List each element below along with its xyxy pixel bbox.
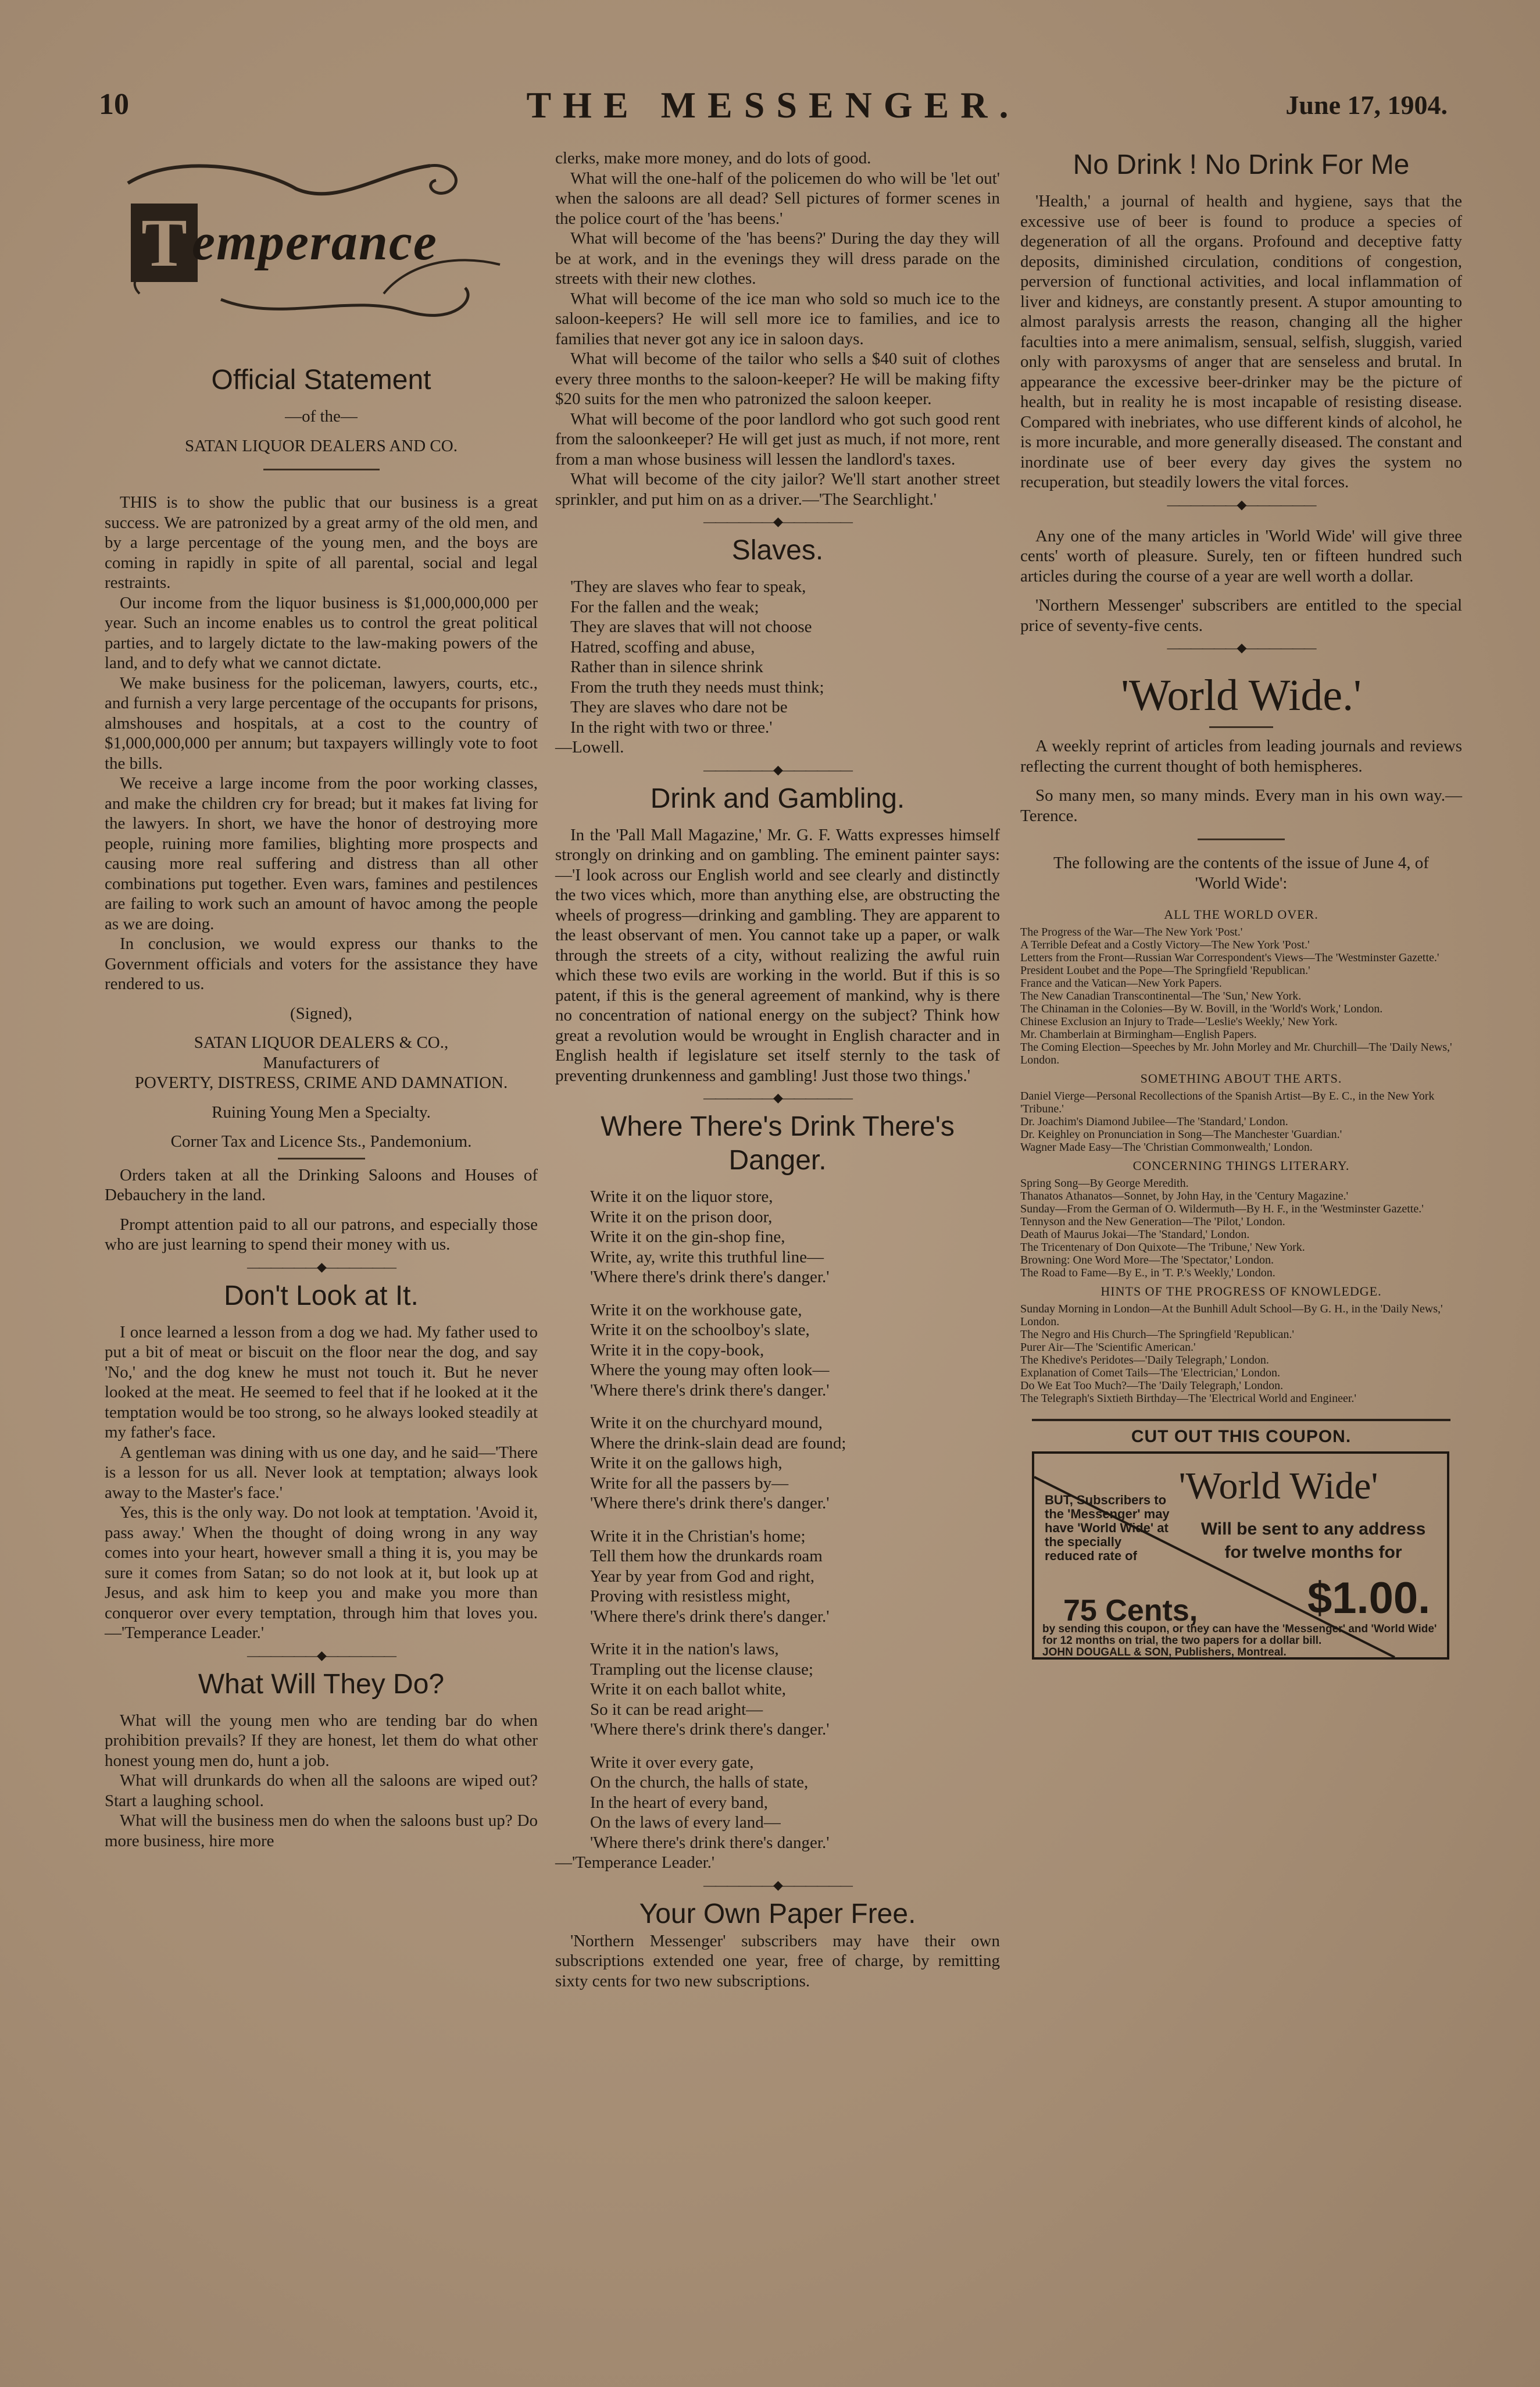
- signature-line: Manufacturers of: [263, 1053, 380, 1072]
- divider: [1198, 839, 1285, 840]
- article-paragraph: What will the one-half of the policemen do who will be 'let out' when the saloons are all dead? Sell pictures of former scenes in the police court of the 'has beens.': [555, 169, 1000, 228]
- article-paragraph: So many men, so many minds. Every man in his own way.—Terence.: [1020, 786, 1462, 825]
- article-paragraph: 'Northern Messenger' subscribers may have their own subscriptions extended one year, free of charge, by remitting sixty cents for two new subscriptions.: [555, 1931, 1000, 1990]
- poem-line: Write it on each ballot white,: [590, 1680, 787, 1699]
- contents-item: Browning: One Word More—The 'Spectator,' London.: [1020, 1254, 1274, 1266]
- contents-section-heading: HINTS OF THE PROGRESS OF KNOWLEDGE.: [1100, 1284, 1382, 1298]
- poem-line: For the fallen and the weak;: [570, 597, 759, 616]
- where-poem: [555, 1187, 1000, 1873]
- article-paragraph: What will the business men do when the saloons bust up? Do more business, hire more: [105, 1811, 538, 1850]
- heading-your-own-paper: Your Own Paper Free.: [639, 1898, 916, 1929]
- heading-drink-gambling: Drink and Gambling.: [650, 783, 905, 814]
- heading-slaves: Slaves.: [731, 535, 824, 566]
- divider: [1209, 726, 1273, 728]
- poem-line: Rather than in silence shrink: [570, 658, 763, 676]
- poem-line: Write for all the passers by—: [590, 1473, 789, 1493]
- poem-line: Trampling out the license clause;: [590, 1660, 813, 1679]
- contents-item: The Coming Election—Speeches by Mr. John Morley and Mr. Churchill—The 'Daily News,' London.: [1020, 1041, 1452, 1066]
- heading-world-wide: 'World Wide.': [1121, 671, 1362, 720]
- slaves-poem: [555, 577, 1000, 758]
- poem-line: 'Where there's drink there's danger.': [590, 1380, 830, 1400]
- contents-item: Explanation of Comet Tails—The 'Electrician,' London.: [1020, 1366, 1280, 1379]
- contents-item: The New Canadian Transcontinental—The 'Sun,' New York.: [1020, 990, 1302, 1002]
- article-paragraph: A weekly reprint of articles from leading journals and reviews reflecting the current thought of both hemispheres.: [1020, 737, 1462, 776]
- article-paragraph: We make business for the policeman, lawyers, courts, etc., and furnish a very large percentage of the occupants for prisons, almshouses and hospitals, at a cost to the country of $1,000,000,000 per annum; but taxpayers willingly vote to foot the bills.: [105, 673, 538, 773]
- contents-item: The Chinaman in the Colonies—By W. Bovill, in the 'World's Work,' London.: [1020, 1002, 1383, 1015]
- article-paragraph: What will drunkards do when all the saloons are wiped out? Start a laughing school.: [105, 1771, 538, 1810]
- poem-line: They are slaves who dare not be: [570, 698, 788, 716]
- satan-company-line: SATAN LIQUOR DEALERS AND CO.: [185, 436, 458, 455]
- poem-line: 'They are slaves who fear to speak,: [570, 577, 806, 596]
- article-paragraph: We receive a large income from the poor working classes, and make the children cry for bread; but it makes fat living for the lawyers. In short, we have the honor of destroying more people, ruining more families, blighting more prospects and causing more real suffering and distress than all other combinations put together. Even wars, famines and pestilences are failing to work such an amount of havoc among the people as we are doing.: [105, 774, 538, 933]
- divider: [278, 1158, 365, 1159]
- contents-list: [1020, 907, 1462, 1405]
- article-paragraph: Yes, this is the only way. Do not look at temptation. 'Avoid it, pass away.' When the thought of doing wrong in any way comes into your heart, however small a thing it is, you may be sure it comes from Satan; so do not look at it, but look up at Jesus, and ask him to keep you and make you more than conqueror over every temptation, through him that loves you.—'Temperance Leader.': [105, 1503, 538, 1642]
- contents-item: The Negro and His Church—The Springfield 'Republican.': [1020, 1328, 1294, 1341]
- poem-line: Where the drink-slain dead are found;: [590, 1433, 846, 1453]
- poem-line: 'Where there's drink there's danger.': [590, 1607, 830, 1626]
- poem-attribution: —Lowell.: [555, 738, 624, 757]
- poem-line: Hatred, scoffing and abuse,: [570, 637, 755, 656]
- divider: ——————◆——————: [703, 1090, 852, 1105]
- contents-item: A Terrible Defeat and a Costly Victory—The New York 'Post.': [1020, 939, 1310, 951]
- divider: ——————◆——————: [703, 514, 852, 529]
- contents-item: Spring Song—By George Meredith.: [1020, 1177, 1189, 1190]
- page-number: 10: [99, 88, 129, 121]
- contents-item: Dr. Keighley on Pronunciation in Song—The Manchester 'Guardian.': [1020, 1128, 1342, 1141]
- contents-item: France and the Vatican—New York Papers.: [1020, 977, 1222, 990]
- poem-line: Year by year from God and right,: [590, 1567, 815, 1586]
- article-paragraph: Our income from the liquor business is $1,000,000,000 per year. Such an income enables us to control the great political parties, and to largely dictate to the law-making powers of the land, and to defy what we cannot dictate.: [105, 593, 538, 672]
- article-paragraph: In conclusion, we would express our thanks to the Government officials and voters for the assistance they have rendered to us.: [105, 934, 538, 993]
- contents-section-heading: SOMETHING ABOUT THE ARTS.: [1140, 1071, 1342, 1086]
- divider: ——————◆——————: [703, 1877, 852, 1892]
- poem-line: Write it on the workhouse gate,: [590, 1300, 802, 1319]
- contents-item: Sunday—From the German of O. Wildermuth—By H. F., in the 'Westminster Gazette.': [1020, 1203, 1424, 1215]
- contents-item: The Progress of the War—The New York 'Post.': [1020, 926, 1243, 939]
- divider: ——————◆——————: [703, 762, 852, 777]
- logo-word: emperance: [192, 213, 438, 271]
- poem-line: On the church, the halls of state,: [590, 1773, 809, 1792]
- coupon-title: CUT OUT THIS COUPON.: [1131, 1427, 1352, 1446]
- divider: ——————◆——————: [1167, 640, 1316, 655]
- poem-line: Write it in the copy-book,: [590, 1340, 764, 1360]
- poem-line: Write it in the Christian's home;: [590, 1526, 806, 1546]
- page-header: [99, 84, 1448, 134]
- coupon-send-text: by sending this coupon, or they can have the 'Messenger' and 'World Wide' for 12 months on trial, the two papers for a dollar bill.: [1042, 1623, 1437, 1647]
- signature-line: Ruining Young Men a Specialty.: [212, 1102, 431, 1122]
- article-paragraph: What will become of the city jailor? We'll start another street sprinkler, and put him on as a driver.—'The Searchlight.': [555, 470, 1000, 509]
- contents-item: The Road to Fame—By E., in 'T. P.'s Weekly,' London.: [1020, 1266, 1275, 1279]
- column-3: [1020, 148, 1462, 1660]
- poem-line: Write it on the gin-shop fine,: [590, 1228, 785, 1246]
- coupon-subscribers-text: BUT, Subscribers to the 'Messenger' may have 'World Wide' at the specially reduced rate of: [1045, 1493, 1170, 1563]
- poem-line: Where the young may often look—: [590, 1361, 830, 1379]
- poem-line: They are slaves that will not choose: [570, 618, 812, 636]
- poem-line: In the heart of every band,: [590, 1793, 768, 1812]
- poem-line: Proving with resistless might,: [590, 1587, 791, 1605]
- article-paragraph: What will become of the ice man who sold so much ice to the saloon-keepers? He will sell more ice to families, and ice to families that never got any ice in saloon days.: [555, 289, 1000, 348]
- poem-line: Write, ay, write this truthful line—: [590, 1247, 824, 1266]
- contents-intro: The following are the contents of the issue of June 4, of 'World Wide':: [1053, 854, 1429, 893]
- contents-item: Dr. Joachim's Diamond Jubilee—The 'Standard,' London.: [1020, 1115, 1288, 1128]
- poem-line: 'Where there's drink there's danger.': [590, 1268, 830, 1286]
- poem-line: 'Where there's drink there's danger.': [590, 1494, 830, 1512]
- article-paragraph: A gentleman was dining with us one day, and he said—'There is a lesson for us all. Never look at temptation; always look away to the Master's face.': [105, 1443, 538, 1502]
- contents-item: Wagner Made Easy—The 'Christian Commonwealth,' London.: [1020, 1141, 1313, 1154]
- heading-official-statement: Official Statement: [211, 365, 431, 395]
- signed-line: (Signed),: [290, 1004, 353, 1023]
- signature-line: POVERTY, DISTRESS, CRIME AND DAMNATION.: [134, 1073, 508, 1092]
- poem-line: From the truth they needs must think;: [570, 677, 824, 697]
- article-paragraph: I once learned a lesson from a dog we had. My father used to put a bit of meat or biscuit on the floor near the dog, and say 'No,' and the dog knew he must not touch it. But he never looked at the meat. He seemed to feel that if he looked at it the temptation would be too strong, so he always looked steadily at my father's face.: [105, 1322, 538, 1442]
- poem-line: Write it on the churchyard mound,: [590, 1414, 823, 1432]
- poem-line: On the laws of every land—: [590, 1813, 781, 1832]
- poem-line: Write it on the prison door,: [590, 1207, 773, 1226]
- contents-item: Tennyson and the New Generation—The 'Pilot,' London.: [1020, 1215, 1285, 1228]
- poem-attribution: —'Temperance Leader.': [555, 1853, 715, 1872]
- poem-line: Write it in the nation's laws,: [590, 1640, 779, 1658]
- coupon-instructions: [1042, 1624, 1443, 1658]
- contents-item: Sunday Morning in London—At the Bunhill Adult School—By G. H., in the 'Daily News,' London.: [1020, 1303, 1443, 1328]
- signature-line: Corner Tax and Licence Sts., Pandemonium.: [170, 1132, 472, 1151]
- contents-section-heading: ALL THE WORLD OVER.: [1164, 907, 1319, 922]
- poem-line: Write it on the gallows high,: [590, 1454, 782, 1472]
- issue-date: June 17, 1904.: [1285, 90, 1448, 120]
- article-paragraph: THIS is to show the public that our business is a great success. We are patronized by a great army of the old men, and by a large percentage of the young men, and the boys are coming in rapidly in spite of all parental, social and legal restraints.: [105, 493, 538, 592]
- contents-item: Letters from the Front—Russian War Correspondent's Views—The 'Westminster Gazette.': [1020, 951, 1439, 964]
- heading-where-drink-danger: Where There's Drink There's Danger.: [601, 1111, 955, 1176]
- coupon-publisher: JOHN DOUGALL & SON, Publishers, Montreal.: [1042, 1646, 1287, 1658]
- article-paragraph: clerks, make more money, and do lots of good.: [555, 149, 871, 167]
- article-paragraph: What will become of the 'has beens?' During the day they will be at work, and in the evenings they will dress parade on the streets with their new clothes.: [555, 229, 1000, 288]
- contents-item: Death of Maurus Jokai—The 'Standard,' London.: [1020, 1228, 1250, 1241]
- poem-line: Write it over every gate,: [590, 1753, 754, 1772]
- coupon-will-be-sent: Will be sent to any address for twelve months for: [1200, 1519, 1426, 1562]
- divider: ——————◆——————: [247, 1647, 395, 1662]
- heading-no-drink: No Drink ! No Drink For Me: [1073, 149, 1410, 180]
- contents-item: Thanatos Athanatos—Sonnet, by John Hay, in the 'Century Magazine.': [1020, 1190, 1349, 1203]
- article-paragraph: What will become of the tailor who sells a $40 suit of clothes every three months to the saloon-keeper? He will be making fifty $20 suits for the men who patronized the saloon keeper.: [555, 349, 1000, 408]
- article-paragraph: 'Health,' a journal of health and hygiene, says that the excessive use of beer is found to produce a species of degeneration of all the organs. Profound and deceptive fatty deposits, diminished circulation, conditions of congestion, perversion of functional activities, and local inflammation of liver and kidneys, are constantly present. A stupor amounting to almost paralysis arrests the reason, changing all the higher faculties into a mere animalism, sensual, selfish, sluggish, varied only with paroxysms of anger that are senseless and brutal. In appearance the excessive beer-drinker may be the picture of health, but in reality he is most incapable of resisting disease. Compared with inebriates, who use different kinds of alcohol, he is more incurable, and more generally diseased. The constant and inordinate use of beer every day gives the system no recuperation, but steadily lowers the vital forces.: [1020, 192, 1462, 491]
- contents-item: Chinese Exclusion an Injury to Trade—'Leslie's Weekly,' New York.: [1020, 1015, 1338, 1028]
- contents-section-heading: CONCERNING THINGS LITERARY.: [1132, 1158, 1350, 1173]
- poem-line: 'Where there's drink there's danger.': [590, 1720, 830, 1739]
- contents-item: Do We Eat Too Much?—The 'Daily Telegraph,' London.: [1020, 1379, 1284, 1392]
- contents-item: Daniel Vierge—Personal Recollections of the Spanish Artist—By E. C., in the New York 'Tribune.': [1020, 1090, 1435, 1115]
- poem-line: Tell them how the drunkards roam: [590, 1547, 823, 1565]
- poem-line: In the right with two or three.': [570, 718, 773, 737]
- subscription-coupon[interactable]: [1032, 1451, 1449, 1660]
- coupon-world-wide: 'World Wide': [1178, 1465, 1378, 1507]
- divider: ——————◆——————: [247, 1259, 395, 1274]
- temperance-logo: T emperance: [105, 148, 538, 363]
- contents-item: The Telegraph's Sixtieth Birthday—The 'Electrical World and Engineer.': [1020, 1392, 1357, 1405]
- contents-item: The Khedive's Peridotes—'Daily Telegraph,' London.: [1020, 1354, 1269, 1366]
- of-the-line: —of the—: [285, 407, 358, 426]
- masthead: THE MESSENGER.: [526, 84, 1020, 126]
- divider: [263, 469, 380, 470]
- coupon-price-reduced: 75 Cents,: [1063, 1594, 1198, 1628]
- coupon-price-regular: $1.00.: [1307, 1574, 1431, 1623]
- poem-line: Write it on the liquor store,: [590, 1187, 773, 1206]
- heading-what-will-they-do: What Will They Do?: [198, 1668, 445, 1700]
- heading-dont-look: Don't Look at It.: [224, 1280, 419, 1311]
- contents-item: Purer Air—The 'Scientific American.': [1020, 1341, 1196, 1354]
- contents-item: Mr. Chamberlain at Birmingham—English Papers.: [1020, 1028, 1257, 1041]
- divider: [1032, 1419, 1450, 1421]
- divider: ——————◆——————: [1167, 497, 1316, 512]
- poem-line: Write it on the schoolboy's slate,: [590, 1321, 810, 1339]
- article-paragraph: Prompt attention paid to all our patrons, and especially those who are just learning to spend their money with us.: [105, 1215, 538, 1254]
- column-2: [555, 148, 1000, 1991]
- article-paragraph: Orders taken at all the Drinking Saloons and Houses of Debauchery in the land.: [105, 1165, 538, 1204]
- article-paragraph: What will the young men who are tending bar do when prohibition prevails? If they are honest, let them do what other honest young men do, hunt a job.: [105, 1711, 538, 1770]
- signature-line: SATAN LIQUOR DEALERS & CO.,: [194, 1033, 449, 1052]
- contents-item: The Tricentenary of Don Quixote—The 'Tribune,' New York.: [1020, 1241, 1305, 1254]
- column-1: [105, 148, 538, 1851]
- article-paragraph: 'Northern Messenger' subscribers are entitled to the special price of seventy-five cents.: [1020, 596, 1462, 635]
- poem-line: 'Where there's drink there's danger.': [590, 1833, 830, 1852]
- article-paragraph: In the 'Pall Mall Magazine,' Mr. G. F. Watts expresses himself strongly on drinking and on gambling. The eminent painter says:—'I look across our English world and see clearly and distinctly the two vices which, more than anything else, are obstructing the wheels of progress—drinking and gambling. They are apparent to the least observant of men. You cannot take up a paper, or walk through the streets of a city, without realizing the awful ruin which these two evils are working in the world. But if this is so patent, if this is the general agreement of mankind, why is there no concentration of national energy on the subject? Think how great a revolution would be wrought in English character and in English health if legislature set itself sternly to the task of preventing drunkenness and gambling! Just those two things.': [555, 825, 1000, 1085]
- contents-item: President Loubet and the Pope—The Springfield 'Republican.': [1020, 964, 1310, 977]
- article-paragraph: Any one of the many articles in 'World Wide' will give three cents' worth of pleasure. Surely, ten or fifteen hundred such articles during the course of a year are well worth a dollar.: [1020, 526, 1462, 586]
- article-paragraph: What will become of the poor landlord who got such good rent from the saloonkeeper? He will get just as much, if not more, rent from a man whose business will lessen the landlord's taxes.: [555, 409, 1000, 469]
- poem-line: So it can be read aright—: [590, 1700, 763, 1719]
